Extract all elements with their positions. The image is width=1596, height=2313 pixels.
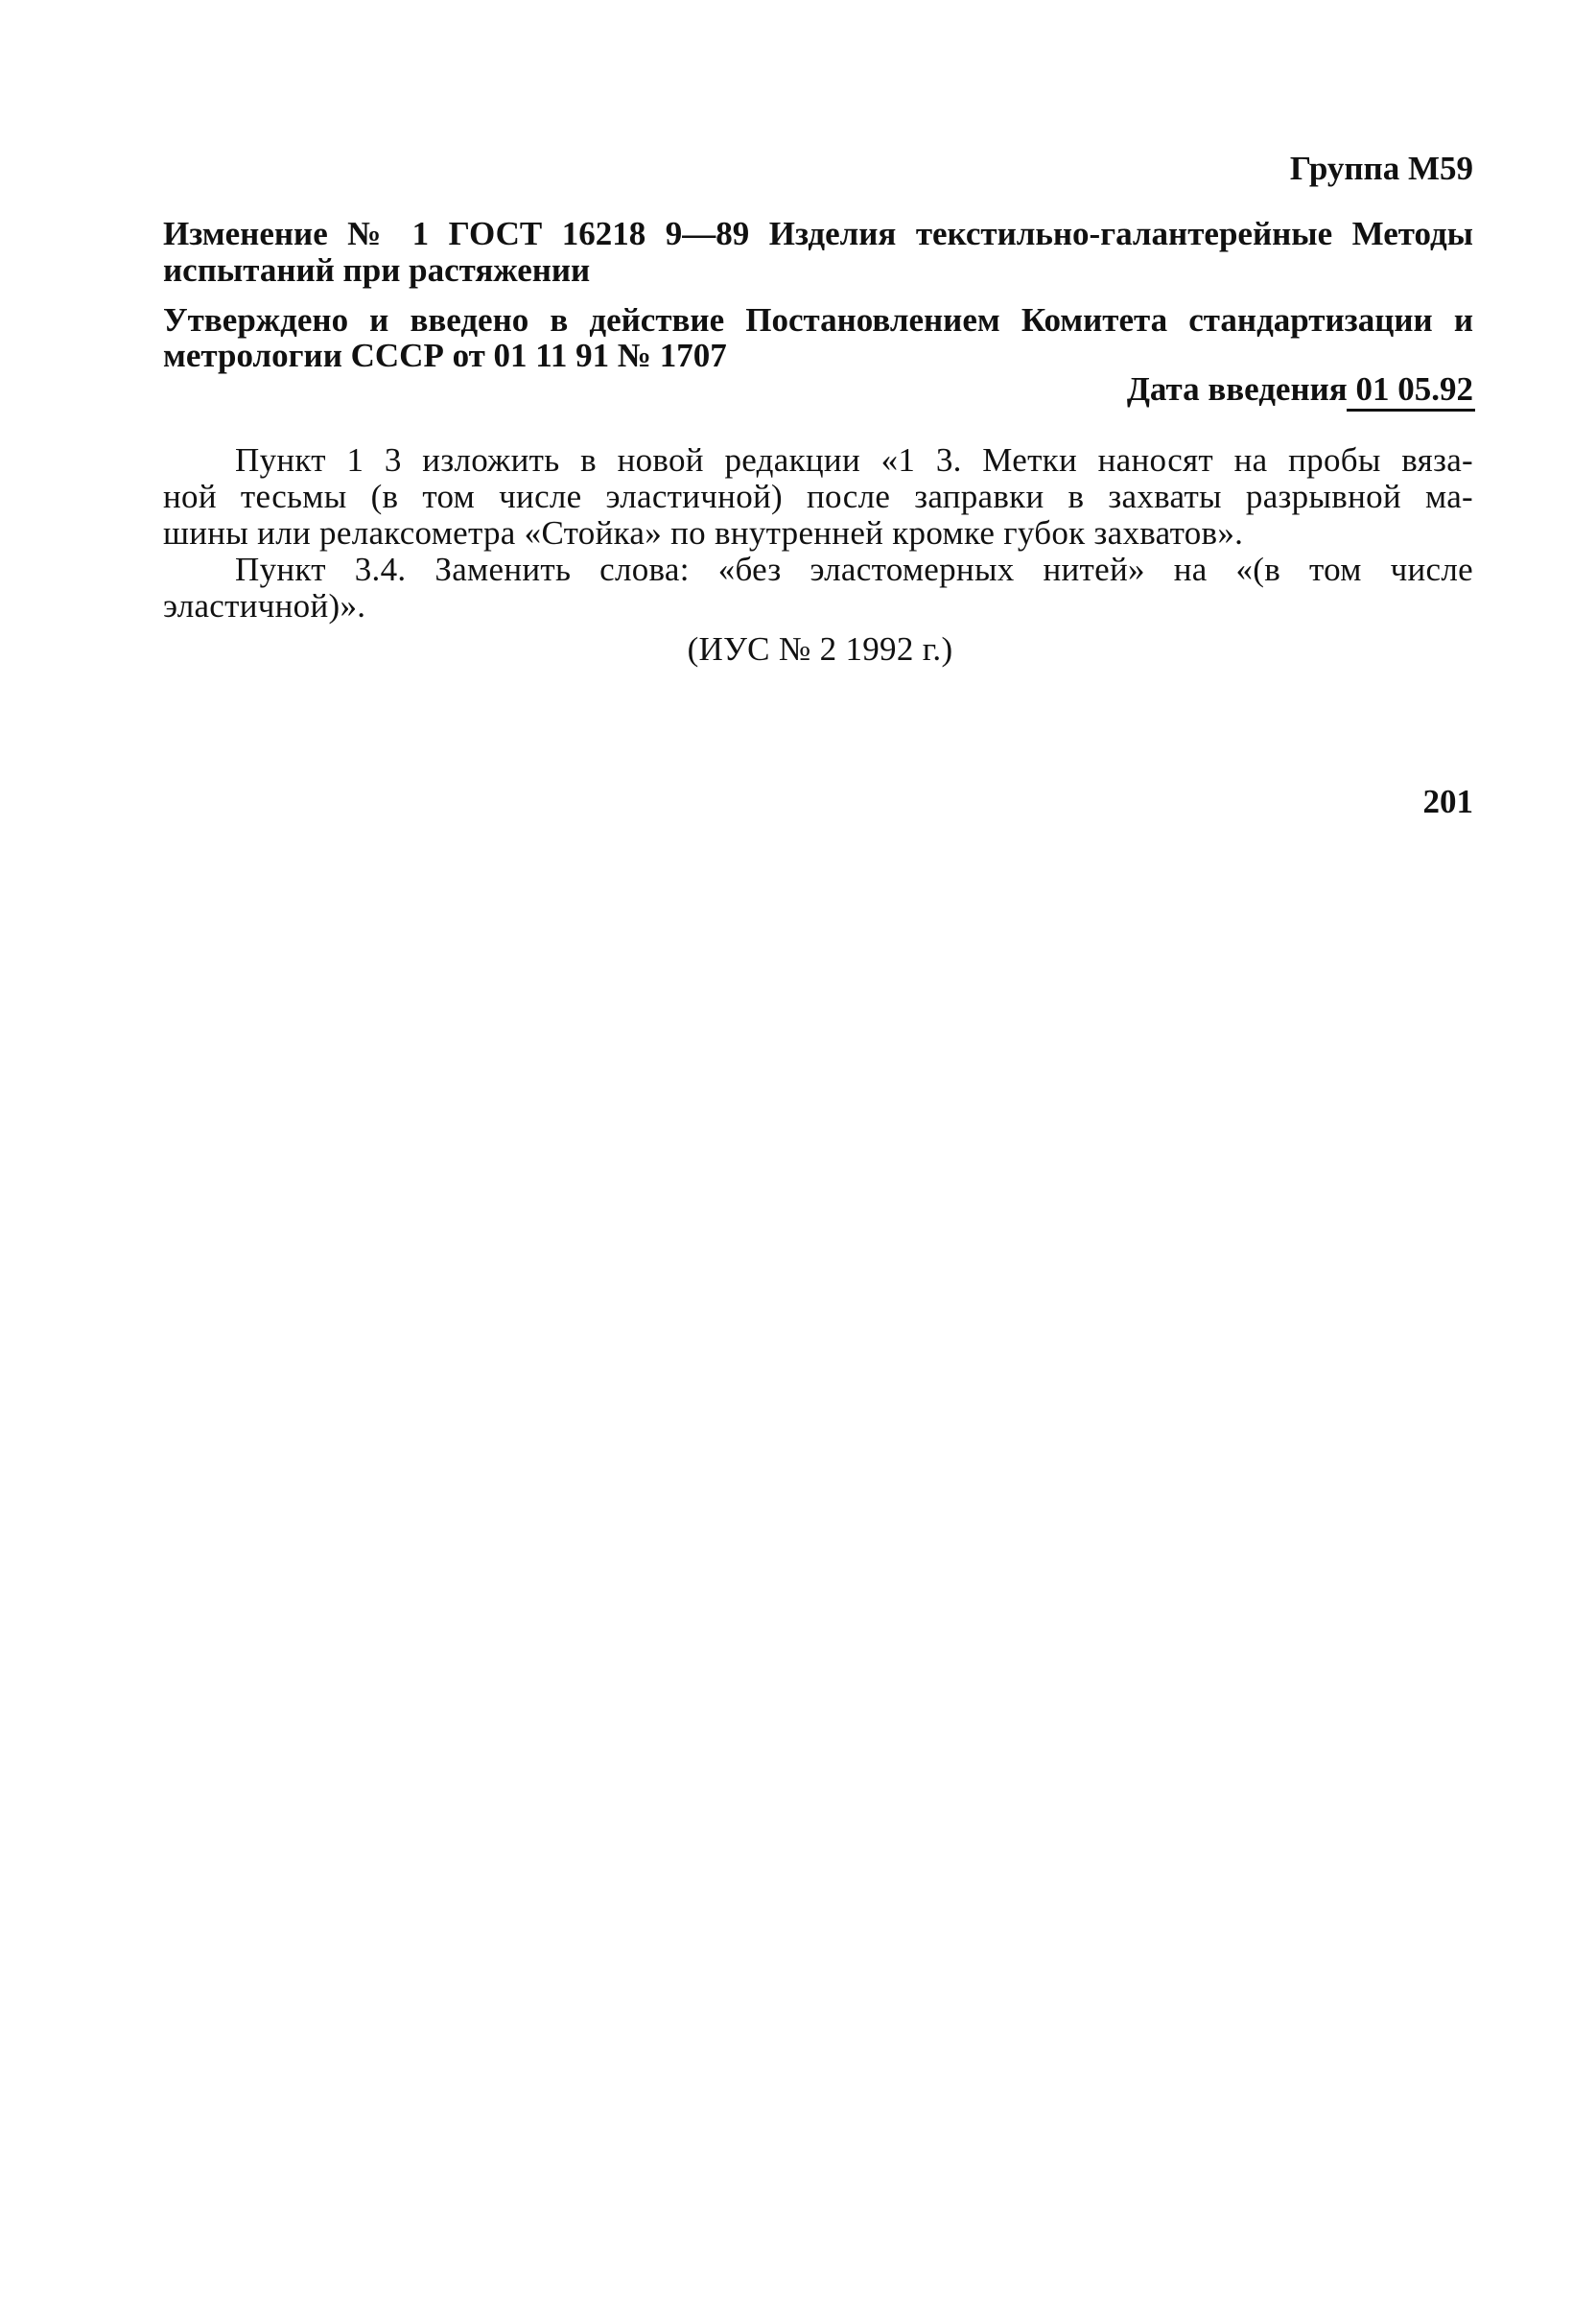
- paragraph-1-line-1: Пункт 1 3 изложить в новой редакции «1 3. Метки наносят на пробы вяза-: [235, 441, 1473, 479]
- source-reference: (ИУС № 2 1992 г.): [687, 630, 953, 668]
- page-number: 201: [1422, 783, 1473, 820]
- effective-date: Дата введения 01 05.92: [1126, 370, 1473, 408]
- effective-date-underline: [1347, 409, 1475, 412]
- paragraph-1-line-3: шины или релаксометра «Стойка» по внутренней кромке губок захватов».: [163, 514, 1244, 552]
- approval-line-1: Утверждено и введено в действие Постановлением Комитета стандартизации и: [163, 301, 1473, 339]
- paragraph-2-line-1: Пункт 3.4. Заменить слова: «без эластомерных нитей» на «(в том числе: [235, 551, 1473, 588]
- paragraph-2-line-2: эластичной)».: [163, 587, 366, 625]
- group-code: Группа М59: [1289, 150, 1473, 187]
- paragraph-1-line-2: ной тесьмы (в том числе эластичной) после заправки в захваты разрывной ма-: [163, 478, 1473, 515]
- title-line-1: Изменение № 1 ГОСТ 16218 9—89 Изделия текстильно-галантерейные Методы: [163, 215, 1473, 252]
- approval-line-2: метрологии СССР от 01 11 91 № 1707: [163, 337, 727, 374]
- title-line-2: испытаний при растяжении: [163, 251, 591, 289]
